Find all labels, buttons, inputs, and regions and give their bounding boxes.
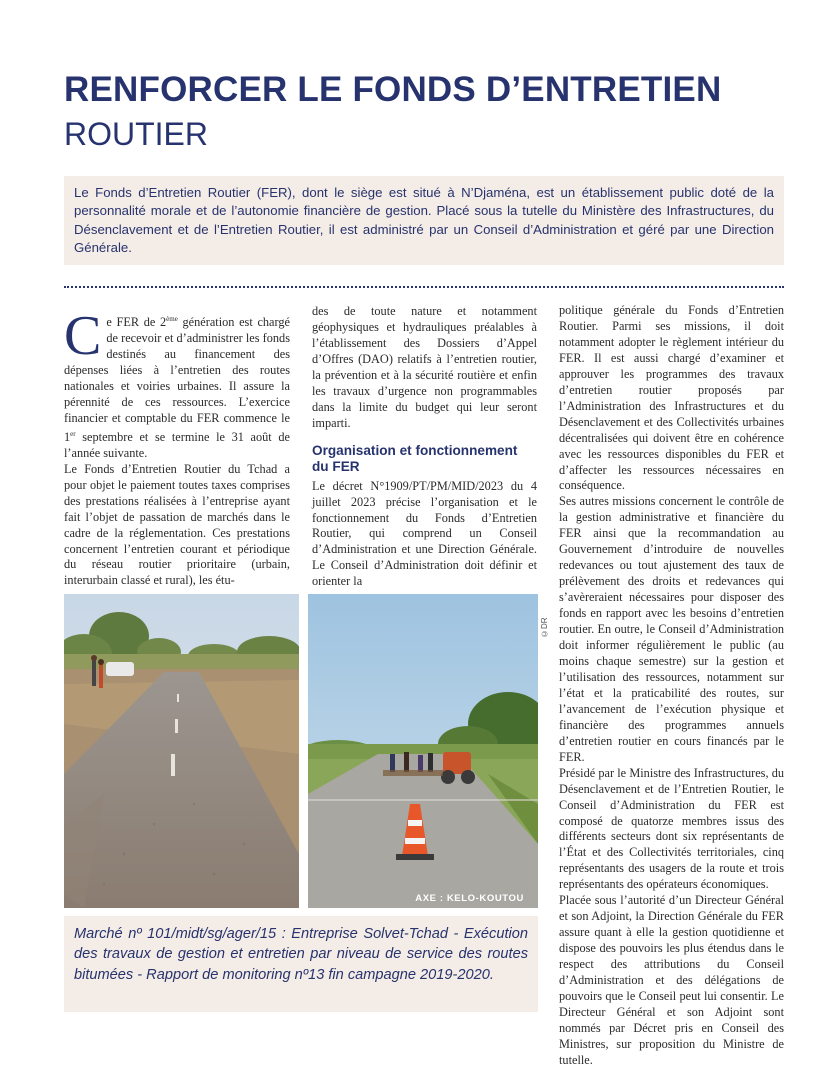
road-photo-right [308,594,538,908]
text-run: e FER de 2 [106,315,167,330]
photo-credit: ©DR [540,617,549,638]
page-subtitle: ROUTIER [64,116,208,152]
text-run: septembre et se termine le 31 août de l’année suivante. [64,429,290,460]
dotted-divider [64,286,784,288]
photo-caption-box [64,916,538,1012]
superscript: ème [166,315,178,323]
road-photo-right-illustration [308,594,538,908]
drop-cap: C [64,305,102,367]
column3-paragraph-3: Présidé par le Ministre des Infrastructures, du Désenclavement et de l’Entretien Routier, le Conseil d’Administration du FER est composé de quatorze membres issus des différents secteurs dont six représentants de l’État et des Collectivités territoriales, cinq représentants des usagers de la route et trois représentants des opérateurs économiques. [559,765,784,892]
text-column-3 [559,303,784,1066]
column3-paragraph-2: Ses autres missions concernent le contrôle de la gestion administrative et financière du FER ainsi que la recommandation au Gouvernement d’introduire de nouvelles redevances ou tout ajustement des taux de prélèvement des droits et redevances qui s’avèreraient nécessaires pour disposer des fonds en rapport avec les besoins d’entretien routier. En outre, le Conseil d’Administration doit informer régulièrement le public (au moins chaque semestre) sur la gestion et l’utilisation des ressources, notamment sur l’état et la praticabilité des routes, sur l’avancement de l’exécution physique et financière des programmes annuels d’entretien routier en cours financés par le FER. [559,494,784,764]
column1-paragraph-1 [64,305,290,462]
text-run: génération est chargé de recevoir et d’administrer les fonds destinés au financement des dépenses liées à l’entretien des routes nationales et voiries urbaines. Il assure la pérennité de ces ressources. L’exercice financier et comptable du FER commence le 1 [64,315,290,444]
photo-location-label: AXE : KELO-KOUTOU [415,893,524,904]
page-title: RENFORCER LE FONDS D’ENTRETIEN [64,70,722,109]
column2-paragraph-1: des de toute nature et notamment géophysiques et hydrauliques préalables à l’établissement des Dossiers d’Appel d’Offres (DAO) relatifs à l’entretien routier, la prévention et à la sécurité routière et enfin les travaux d’urgence non programmables dans la limite du budget qui leur seront imparti. [312,304,537,430]
column3-paragraph-1: politique générale du Fonds d’Entretien Routier. Parmi ses missions, il doit notamment adopter le règlement intérieur du FER. Il est aussi chargé d’examiner et approuver les programmes des travaux d’entretien routier proposés par l’Administration des Infrastructures et du Désenclavement et des Collectivités urbaines décentralisées qui doivent être en cohérence avec les ressources disponibles du FER et d’affecter les ressources nécessaires en conséquence. [559,303,784,493]
text-column-1 [64,305,290,589]
intro-box [64,176,784,265]
road-photo-left-illustration [64,594,299,908]
column3-paragraph-4: Placée sous l’autorité d’un Directeur Général et son Adjoint, la Direction Générale du FER assure quant à elle la gestion quotidienne et dispose des pouvoirs les plus étendus dans le respect des attributions du Conseil d’Administration et des délégations de pouvoirs que le Conseil peut lui consentir. Le Directeur Général et son Adjoint sont nommés par Décret pris en Conseil des Ministres, sur proposition du Ministre de tutelle. [559,893,784,1066]
superscript: er [70,429,76,438]
road-photo-left [64,594,299,908]
section-heading: Organisation et fonctionnement du FER [312,442,518,474]
photo-caption: Marché nº 101/midt/sg/ager/15 : Entreprise Solvet-Tchad - Exécution des travaux de gestion et entretien par niveau de service des routes bitumées - Rapport de monitoring nº13 fin campagne 2019-2020. [74,926,528,983]
text-column-2 [312,304,537,590]
column2-paragraph-2: Le décret N°1909/PT/PM/MID/2023 du 4 juillet 2023 précise l’organisation et le fonctionnement du Fonds d’Entretien Routier, qui comprend un Conseil d’Administration et une Direction Générale. Le Conseil d’Administration doit définir et orienter la [312,478,537,589]
intro-text: Le Fonds d’Entretien Routier (FER), dont le siège est situé à N’Djaména, est un établissement public doté de la personnalité morale et de l’autonomie financière de gestion. Placé sous la tutelle du Ministère des Infrastructures, du Désenclavement et de l’Entretien Routier, il est administré par un Conseil d’Administration et géré par une Direction Générale. [74,185,774,256]
column1-paragraph-2: Le Fonds d’Entretien Routier du Tchad a pour objet le paiement toutes taxes comprises des prestations réalisées à l’entreprise ayant fait l’objet de passation de marchés dans le cadre de la réglementation. Ces prestations concernent l’entretien courant et périodique du réseau routier prioritaire (urbain, interurbain classé et rural), les étu- [64,461,290,588]
